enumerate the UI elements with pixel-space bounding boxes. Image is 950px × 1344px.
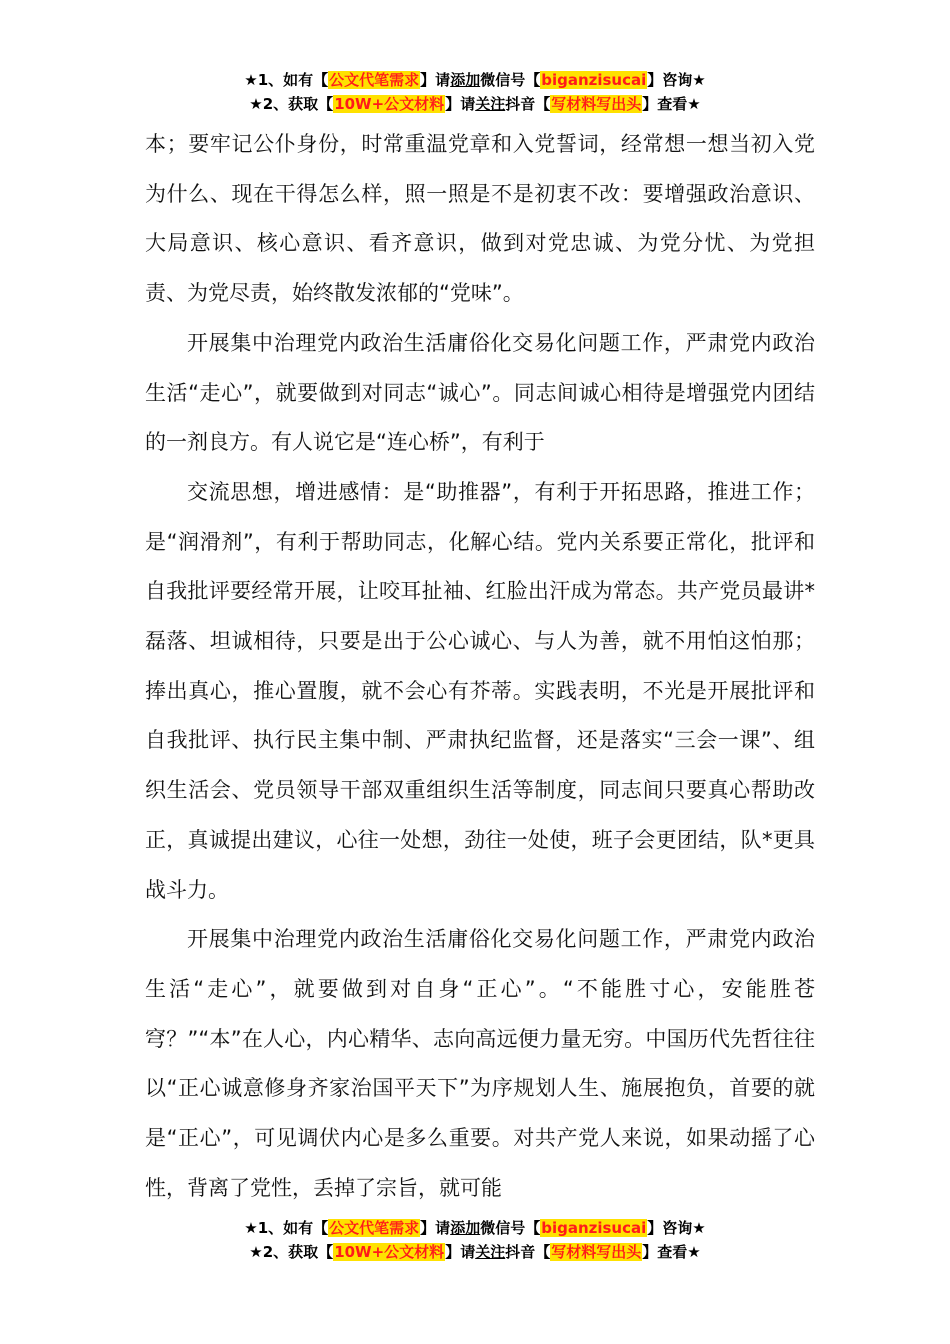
header-line2-prefix: ★2、获取【 [249, 95, 334, 113]
header-line1-suffix: 】咨询★ [647, 71, 706, 89]
header-highlight-service: 公文代笔需求 [329, 71, 420, 89]
footer-line2-emph: 关注 [475, 1243, 506, 1261]
footer-line1-mid2: 微信号【 [480, 1219, 541, 1237]
promo-header [0, 68, 950, 116]
footer-line2-mid2: 抖音【 [505, 1243, 551, 1261]
footer-line1-mid1: 】请 [420, 1219, 451, 1237]
footer-line2-suffix: 】查看★ [642, 1243, 701, 1261]
footer-line2-mid1: 】请 [445, 1243, 476, 1261]
promo-header-line-1 [0, 68, 950, 92]
footer-line2-prefix: ★2、获取【 [249, 1243, 334, 1261]
promo-footer-line-2 [0, 1240, 950, 1264]
footer-line1-suffix: 】咨询★ [647, 1219, 706, 1237]
footer-highlight-service: 公文代笔需求 [329, 1219, 420, 1237]
promo-footer-line-1 [0, 1216, 950, 1240]
header-line1-mid1: 】请 [420, 71, 451, 89]
promo-header-line-2 [0, 92, 950, 116]
footer-highlight-wechat-id: biganzisucai [541, 1219, 647, 1237]
header-highlight-douyin: 写材料写出头 [551, 95, 642, 113]
header-line2-suffix: 】查看★ [642, 95, 701, 113]
header-highlight-wechat-id: biganzisucai [541, 71, 647, 89]
body-paragraph-4: 开展集中治理党内政治生活庸俗化交易化问题工作，严肃党内政治生活“走心”，就要做到对自身“正心”。“不能胜寸心，安能胜苍穹？”“本”在人心，内心精华、志向高远便力量无穷。中国历代先哲往往以“正心诚意修身齐家治国平天下”为序规划人生、施展抱负，首要的就是“正心”，可见调伏内心是多么重要。对共产党人来说，如果动摇了心性，背离了党性，丢掉了宗旨，就可能 [145, 927, 815, 1200]
body-paragraph-2: 开展集中治理党内政治生活庸俗化交易化问题工作，严肃党内政治生活“走心”，就要做到对同志“诚心”。同志间诚心相待是增强党内团结的一剂良方。有人说它是“连心桥”，有利于 [145, 330, 815, 455]
header-line1-emph: 添加 [450, 71, 481, 89]
footer-line1-emph: 添加 [450, 1219, 481, 1237]
header-line1-prefix: ★1、如有【 [244, 71, 329, 89]
footer-line1-prefix: ★1、如有【 [244, 1219, 329, 1237]
document-body [145, 120, 815, 1213]
body-paragraph-3: 交流思想，增进感情：是“助推器”，有利于开拓思路，推进工作；是“润滑剂”，有利于帮助同志，化解心结。党内关系要正常化，批评和自我批评要经常开展，让咬耳扯袖、红脸出汗成为常态。共产党员最讲*磊落、坦诚相待，只要是出于公心诚心、与人为善，就不用怕这怕那；捧出真心，推心置腹，就不会心有芥蒂。实践表明，不光是开展批评和自我批评、执行民主集中制、严肃执纪监督，还是落实“三会一课”、组织生活会、党员领导干部双重组织生活等制度，同志间只要真心帮助改正，真诚提出建议，心往一处想，劲往一处使，班子会更团结，队*更具战斗力。 [145, 479, 815, 902]
promo-footer [0, 1216, 950, 1264]
footer-highlight-douyin: 写材料写出头 [551, 1243, 642, 1261]
header-line2-mid2: 抖音【 [505, 95, 551, 113]
header-line1-mid2: 微信号【 [480, 71, 541, 89]
header-line2-emph: 关注 [475, 95, 506, 113]
header-highlight-materials: 10W+公文材料 [334, 95, 445, 113]
body-paragraph-1: 本；要牢记公仆身份，时常重温党章和入党誓词，经常想一想当初入党为什么、现在干得怎么样，照一照是不是初衷不改：要增强政治意识、大局意识、核心意识、看齐意识，做到对党忠诚、为党分忧、为党担责、为党尽责，始终散发浓郁的“党味”。 [145, 132, 815, 306]
footer-highlight-materials: 10W+公文材料 [334, 1243, 445, 1261]
header-line2-mid1: 】请 [445, 95, 476, 113]
